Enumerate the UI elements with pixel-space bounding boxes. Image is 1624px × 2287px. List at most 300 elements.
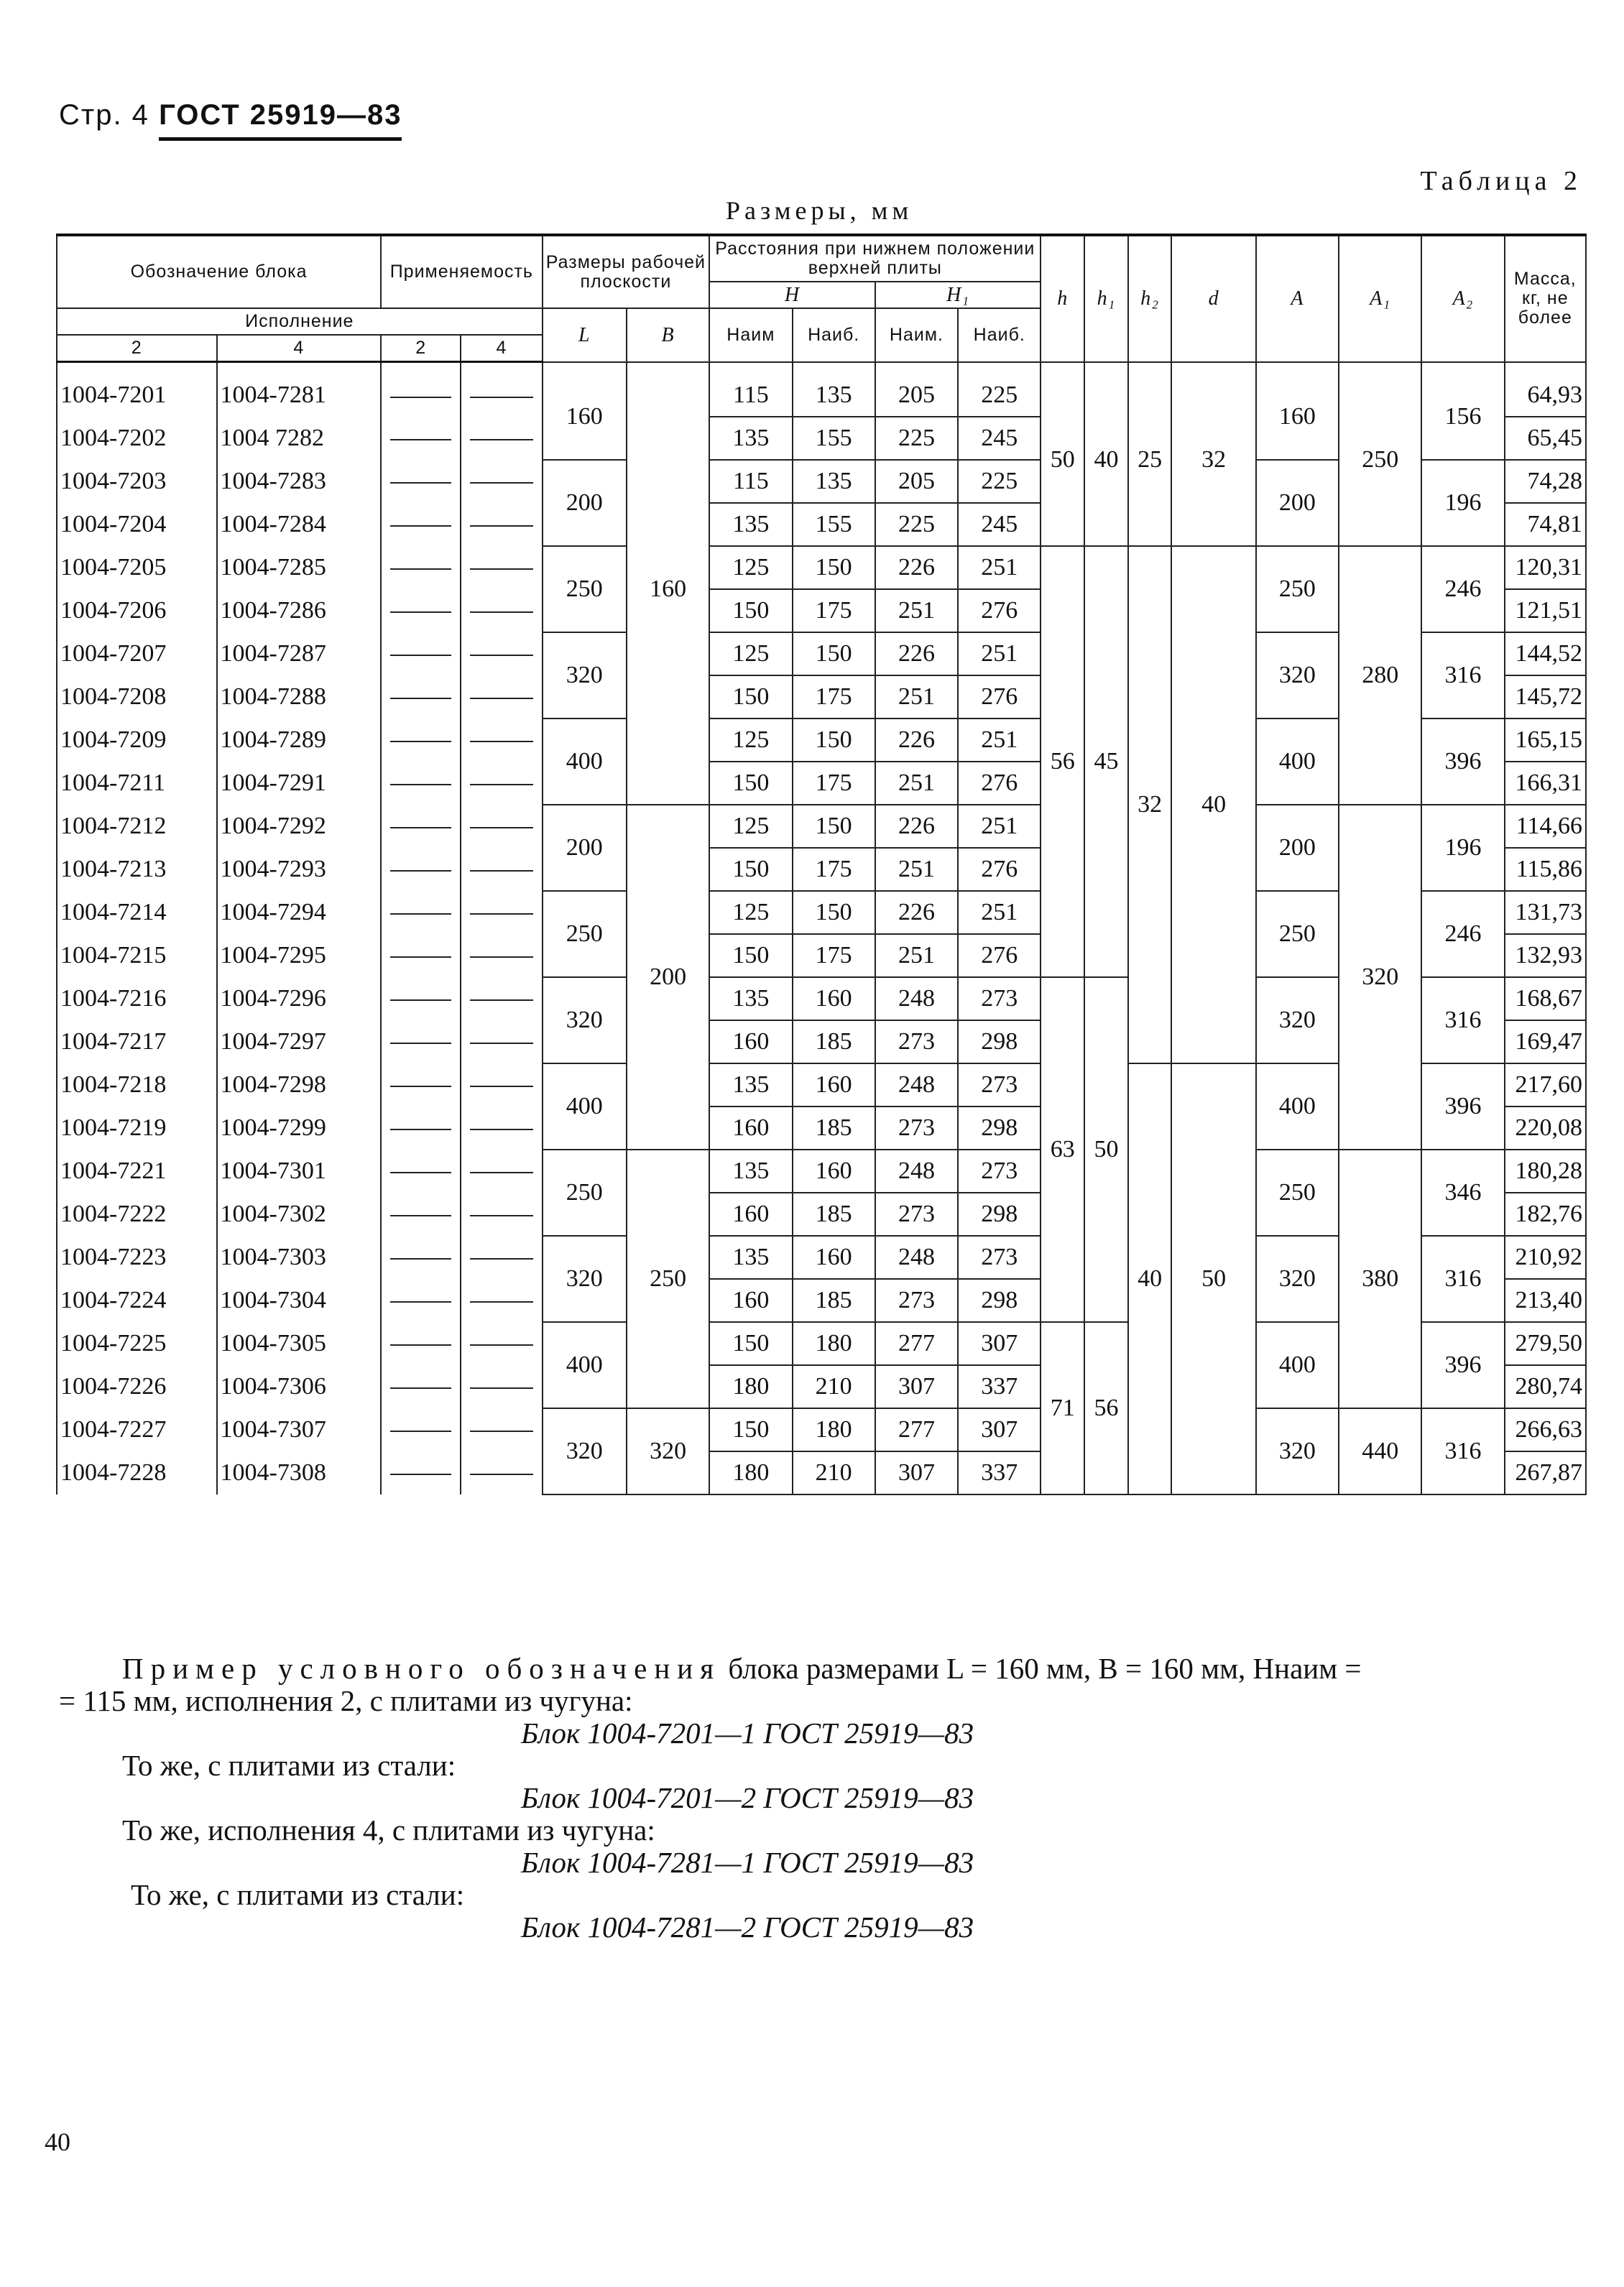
cell-exec4: 1004-7304 [217,1279,382,1322]
cell-B: 200 [627,805,709,1150]
cell-A: 200 [1256,805,1339,891]
cell-applicability-dash [461,632,542,675]
cell-applicability-dash [381,1020,461,1063]
cell-applicability-dash [461,1365,542,1408]
cell-exec2: 1004-7219 [57,1106,217,1150]
cell-applicability-dash [381,762,461,805]
cell-L: 400 [543,719,627,805]
cell-mass: 280,74 [1505,1365,1586,1408]
cell-exec4: 1004-7285 [217,546,382,589]
cell-H1_max: 251 [958,546,1041,589]
cell-H1_max: 251 [958,632,1041,675]
cell-exec4: 1004-7293 [217,848,382,891]
col-applicability: Применяемость [381,235,543,308]
cell-h1: 50 [1084,977,1128,1322]
cell-exec4: 1004-7298 [217,1063,382,1106]
cell-H1_max: 251 [958,719,1041,762]
cell-H_max: 150 [793,632,875,675]
col-A: A [1256,235,1339,362]
cell-H_max: 160 [793,1063,875,1106]
table-body [57,362,1586,1494]
cell-exec4: 1004-7284 [217,503,382,546]
cell-H_max: 185 [793,1106,875,1150]
col-exec-2: 2 [57,335,217,362]
cell-applicability-dash [381,805,461,848]
cell-A: 160 [1256,362,1339,460]
cell-exec4: 1004-7281 [217,362,382,417]
cell-exec2: 1004-7227 [57,1408,217,1451]
cell-mass: 114,66 [1505,805,1586,848]
cell-H1_max: 251 [958,891,1041,934]
cell-H1_max: 276 [958,848,1041,891]
cell-A2: 316 [1421,977,1504,1063]
col-B: B [627,308,709,362]
cell-applicability-dash [461,417,542,460]
cell-L: 320 [543,1408,627,1494]
cell-applicability-dash [461,362,542,417]
cell-h1: 45 [1084,546,1128,977]
col-mass: Масса, кг, не более [1505,235,1586,362]
cell-H1_min: 251 [875,589,958,632]
cell-mass: 180,28 [1505,1150,1586,1193]
cell-applicability-dash [381,503,461,546]
example-intro-rest: блока размерами L = 160 мм, B = 160 мм, Hнаим = [728,1652,1362,1685]
cell-H1_max: 245 [958,503,1041,546]
cell-mass: 131,73 [1505,891,1586,934]
cell-exec4: 1004-7303 [217,1236,382,1279]
cell-mass: 115,86 [1505,848,1586,891]
cell-H_max: 185 [793,1020,875,1063]
example-designation-3: Блок 1004-7281—1 ГОСТ 25919—83 [521,1846,974,1879]
cell-H1_max: 225 [958,460,1041,503]
cell-mass: 165,15 [1505,719,1586,762]
table-row [57,1150,1586,1193]
cell-H_min: 125 [709,546,792,589]
cell-exec2: 1004-7204 [57,503,217,546]
cell-applicability-dash [381,1408,461,1451]
cell-exec2: 1004-7209 [57,719,217,762]
cell-H_max: 160 [793,977,875,1020]
cell-H1_max: 273 [958,1150,1041,1193]
cell-H_min: 150 [709,675,792,719]
cell-exec4: 1004-7296 [217,977,382,1020]
cell-applicability-dash [381,719,461,762]
cell-applicability-dash [461,1451,542,1494]
cell-H1_min: 248 [875,1063,958,1106]
cell-H_min: 150 [709,934,792,977]
cell-applicability-dash [381,1279,461,1322]
cell-exec4: 1004-7305 [217,1322,382,1365]
cell-applicability-dash [461,762,542,805]
cell-B: 250 [627,1150,709,1408]
cell-applicability-dash [461,805,542,848]
cell-d: 50 [1171,1063,1255,1494]
cell-h2: 40 [1128,1063,1172,1494]
cell-h: 71 [1041,1322,1084,1494]
cell-H1_max: 276 [958,762,1041,805]
cell-A2: 396 [1421,1322,1504,1408]
cell-H_min: 125 [709,632,792,675]
cell-L: 250 [543,891,627,977]
cell-applicability-dash [381,1322,461,1365]
col-h2: h₂ [1128,235,1172,362]
example-steel-1: То же, с плитами из стали: [122,1749,456,1782]
cell-exec4: 1004-7295 [217,934,382,977]
cell-H_min: 135 [709,1150,792,1193]
cell-L: 250 [543,1150,627,1236]
cell-A1: 380 [1339,1150,1421,1408]
cell-H_min: 135 [709,417,792,460]
cell-A2: 346 [1421,1150,1504,1236]
col-app-2: 2 [381,335,461,362]
cell-exec2: 1004-7211 [57,762,217,805]
cell-L: 250 [543,546,627,632]
cell-H_min: 180 [709,1365,792,1408]
cell-A: 250 [1256,1150,1339,1236]
cell-applicability-dash [461,675,542,719]
cell-A2: 196 [1421,805,1504,891]
cell-exec2: 1004-7228 [57,1451,217,1494]
cell-h2: 32 [1128,546,1172,1063]
cell-mass: 74,28 [1505,460,1586,503]
cell-mass: 144,52 [1505,632,1586,675]
cell-L: 400 [543,1322,627,1408]
cell-L: 320 [543,1236,627,1322]
cell-exec4: 1004-7292 [217,805,382,848]
cell-exec4: 1004-7287 [217,632,382,675]
cell-H1_min: 226 [875,546,958,589]
cell-H1_min: 251 [875,848,958,891]
cell-H1_max: 307 [958,1408,1041,1451]
cell-B: 160 [627,362,709,805]
cell-H1_max: 276 [958,589,1041,632]
example-designation-4: Блок 1004-7281—2 ГОСТ 25919—83 [521,1911,974,1944]
cell-H1_max: 273 [958,1236,1041,1279]
table-row [57,546,1586,589]
col-H-min: Наим [709,308,792,362]
cell-applicability-dash [461,1279,542,1322]
cell-applicability-dash [381,891,461,934]
cell-H_max: 150 [793,546,875,589]
cell-H_max: 135 [793,362,875,417]
cell-exec2: 1004-7217 [57,1020,217,1063]
cell-H1_max: 245 [958,417,1041,460]
cell-mass: 182,76 [1505,1193,1586,1236]
cell-H_min: 150 [709,848,792,891]
cell-H1_min: 248 [875,977,958,1020]
cell-exec4: 1004-7299 [217,1106,382,1150]
cell-A2: 316 [1421,1408,1504,1494]
cell-H1_min: 277 [875,1408,958,1451]
cell-exec2: 1004-7214 [57,891,217,934]
col-distance: Расстояния при нижнем положении верхней плиты [709,235,1041,282]
col-designation: Обозначение блока [57,235,381,308]
col-H-max: Наиб. [793,308,875,362]
cell-mass: 220,08 [1505,1106,1586,1150]
cell-applicability-dash [381,460,461,503]
cell-H_max: 160 [793,1150,875,1193]
cell-H1_max: 298 [958,1193,1041,1236]
cell-H1_min: 205 [875,460,958,503]
cell-H1_max: 276 [958,675,1041,719]
cell-A: 400 [1256,1322,1339,1408]
cell-h: 56 [1041,546,1084,977]
cell-H_min: 135 [709,1236,792,1279]
cell-exec4: 1004-7289 [217,719,382,762]
cell-exec2: 1004-7213 [57,848,217,891]
cell-A2: 156 [1421,362,1504,460]
cell-L: 320 [543,977,627,1063]
cell-H_min: 150 [709,589,792,632]
example-designation-2: Блок 1004-7201—2 ГОСТ 25919—83 [521,1781,974,1814]
cell-A: 250 [1256,891,1339,977]
col-execution: Исполнение [57,308,543,335]
cell-H_max: 175 [793,762,875,805]
cell-A: 320 [1256,977,1339,1063]
cell-applicability-dash [461,1106,542,1150]
cell-exec2: 1004-7223 [57,1236,217,1279]
cell-applicability-dash [381,1451,461,1494]
cell-applicability-dash [461,848,542,891]
cell-H_max: 150 [793,719,875,762]
col-app-4: 4 [461,335,542,362]
table-caption: Размеры, мм [726,196,913,225]
cell-applicability-dash [461,1193,542,1236]
cell-A2: 396 [1421,719,1504,805]
col-H1-max: Наиб. [958,308,1041,362]
cell-H_max: 150 [793,891,875,934]
cell-mass: 120,31 [1505,546,1586,589]
cell-H_min: 135 [709,503,792,546]
cell-H1_min: 248 [875,1236,958,1279]
cell-h1: 56 [1084,1322,1128,1494]
cell-exec2: 1004-7202 [57,417,217,460]
cell-H_max: 210 [793,1365,875,1408]
cell-mass: 217,60 [1505,1063,1586,1106]
cell-d: 32 [1171,362,1255,546]
cell-H_max: 150 [793,805,875,848]
cell-exec2: 1004-7221 [57,1150,217,1193]
cell-A: 320 [1256,632,1339,719]
col-H: H [709,282,875,308]
cell-A2: 316 [1421,632,1504,719]
cell-H_max: 155 [793,503,875,546]
cell-applicability-dash [381,1236,461,1279]
cell-H1_min: 205 [875,362,958,417]
cell-applicability-dash [381,1193,461,1236]
cell-exec2: 1004-7218 [57,1063,217,1106]
col-A1: A₁ [1339,235,1421,362]
cell-H_min: 150 [709,1408,792,1451]
cell-exec4: 1004-7283 [217,460,382,503]
cell-A2: 396 [1421,1063,1504,1150]
cell-H1_min: 226 [875,805,958,848]
cell-mass: 132,93 [1505,934,1586,977]
cell-L: 200 [543,460,627,546]
cell-applicability-dash [461,977,542,1020]
cell-H1_max: 298 [958,1020,1041,1063]
cell-exec4: 1004-7297 [217,1020,382,1063]
cell-mass: 169,47 [1505,1020,1586,1063]
cell-applicability-dash [461,719,542,762]
cell-H1_min: 307 [875,1451,958,1494]
cell-exec2: 1004-7212 [57,805,217,848]
cell-applicability-dash [381,1365,461,1408]
cell-H1_min: 226 [875,719,958,762]
cell-H_max: 155 [793,417,875,460]
designation-example [59,1652,1581,1944]
cell-H1_max: 251 [958,805,1041,848]
cell-exec4: 1004-7306 [217,1365,382,1408]
col-H1: H₁ [875,282,1041,308]
cell-applicability-dash [381,1063,461,1106]
cell-mass: 65,45 [1505,417,1586,460]
cell-applicability-dash [381,934,461,977]
cell-applicability-dash [461,1150,542,1193]
cell-A2: 316 [1421,1236,1504,1322]
page-number: 40 [45,2127,70,2156]
col-L: L [543,308,627,362]
cell-A1: 440 [1339,1408,1421,1494]
cell-H_min: 135 [709,1063,792,1106]
table-row [57,805,1586,848]
cell-mass: 267,87 [1505,1451,1586,1494]
cell-H_min: 150 [709,1322,792,1365]
cell-applicability-dash [461,1322,542,1365]
cell-H_max: 175 [793,848,875,891]
cell-applicability-dash [461,1020,542,1063]
cell-exec2: 1004-7207 [57,632,217,675]
cell-H1_min: 225 [875,417,958,460]
example-designation-1: Блок 1004-7201—1 ГОСТ 25919—83 [521,1717,974,1750]
cell-applicability-dash [461,589,542,632]
cell-H_max: 185 [793,1279,875,1322]
cell-applicability-dash [461,891,542,934]
cell-mass: 266,63 [1505,1408,1586,1451]
cell-exec2: 1004-7226 [57,1365,217,1408]
cell-applicability-dash [461,934,542,977]
cell-H1_max: 225 [958,362,1041,417]
dimensions-table [56,234,1587,1495]
cell-H1_min: 226 [875,632,958,675]
cell-applicability-dash [381,848,461,891]
cell-H1_max: 298 [958,1279,1041,1322]
cell-applicability-dash [381,417,461,460]
cell-H_min: 160 [709,1106,792,1150]
cell-applicability-dash [461,460,542,503]
example-cast-4: То же, исполнения 4, с плитами из чугуна: [122,1814,655,1847]
cell-H_min: 135 [709,977,792,1020]
cell-exec4: 1004-7286 [217,589,382,632]
cell-exec4: 1004-7307 [217,1408,382,1451]
cell-L: 160 [543,362,627,460]
cell-H_min: 125 [709,891,792,934]
cell-applicability-dash [381,1106,461,1150]
cell-H_min: 115 [709,362,792,417]
table-number: Таблица 2 [1420,166,1582,196]
cell-applicability-dash [461,1236,542,1279]
cell-A2: 196 [1421,460,1504,546]
cell-applicability-dash [461,546,542,589]
cell-H1_min: 307 [875,1365,958,1408]
cell-applicability-dash [381,589,461,632]
cell-exec2: 1004-7216 [57,977,217,1020]
cell-mass: 210,92 [1505,1236,1586,1279]
cell-h: 63 [1041,977,1084,1322]
cell-H_min: 160 [709,1193,792,1236]
cell-H1_min: 225 [875,503,958,546]
cell-H1_max: 273 [958,1063,1041,1106]
cell-A: 400 [1256,719,1339,805]
cell-H_min: 150 [709,762,792,805]
cell-H1_min: 251 [875,762,958,805]
cell-exec2: 1004-7201 [57,362,217,417]
cell-H_min: 160 [709,1279,792,1322]
cell-mass: 74,81 [1505,503,1586,546]
col-A2: A₂ [1421,235,1504,362]
cell-applicability-dash [381,546,461,589]
cell-A2: 246 [1421,546,1504,632]
cell-applicability-dash [381,977,461,1020]
cell-H_max: 160 [793,1236,875,1279]
cell-h2: 25 [1128,362,1172,546]
cell-H_min: 160 [709,1020,792,1063]
cell-H1_min: 273 [875,1020,958,1063]
cell-H1_min: 251 [875,934,958,977]
cell-A1: 320 [1339,805,1421,1150]
cell-H1_min: 248 [875,1150,958,1193]
cell-exec4: 1004-7294 [217,891,382,934]
cell-H1_max: 307 [958,1322,1041,1365]
cell-mass: 121,51 [1505,589,1586,632]
standard-number: ГОСТ 25919—83 [159,99,402,141]
cell-A: 320 [1256,1236,1339,1322]
cell-applicability-dash [381,1150,461,1193]
cell-A: 250 [1256,546,1339,632]
example-steel-4: То же, с плитами из стали: [131,1878,465,1911]
cell-H_max: 180 [793,1408,875,1451]
table-row [57,362,1586,417]
cell-L: 320 [543,632,627,719]
cell-applicability-dash [381,362,461,417]
cell-H1_max: 337 [958,1451,1041,1494]
cell-H_max: 175 [793,934,875,977]
page-label: Стр. 4 [59,99,149,131]
cell-H1_max: 337 [958,1365,1041,1408]
cell-mass: 64,93 [1505,362,1586,417]
cell-exec2: 1004-7208 [57,675,217,719]
cell-H_max: 175 [793,589,875,632]
cell-exec2: 1004-7205 [57,546,217,589]
cell-H_min: 115 [709,460,792,503]
cell-H1_min: 277 [875,1322,958,1365]
col-h: h [1041,235,1084,362]
cell-H1_max: 298 [958,1106,1041,1150]
cell-H_min: 125 [709,719,792,762]
cell-h1: 40 [1084,362,1128,546]
cell-A: 400 [1256,1063,1339,1150]
table-row [57,1408,1586,1451]
cell-A2: 246 [1421,891,1504,977]
cell-A1: 280 [1339,546,1421,805]
cell-exec2: 1004-7206 [57,589,217,632]
cell-H_max: 135 [793,460,875,503]
col-exec-4: 4 [217,335,382,362]
cell-applicability-dash [461,503,542,546]
cell-mass: 168,67 [1505,977,1586,1020]
cell-H_max: 180 [793,1322,875,1365]
cell-H1_max: 276 [958,934,1041,977]
